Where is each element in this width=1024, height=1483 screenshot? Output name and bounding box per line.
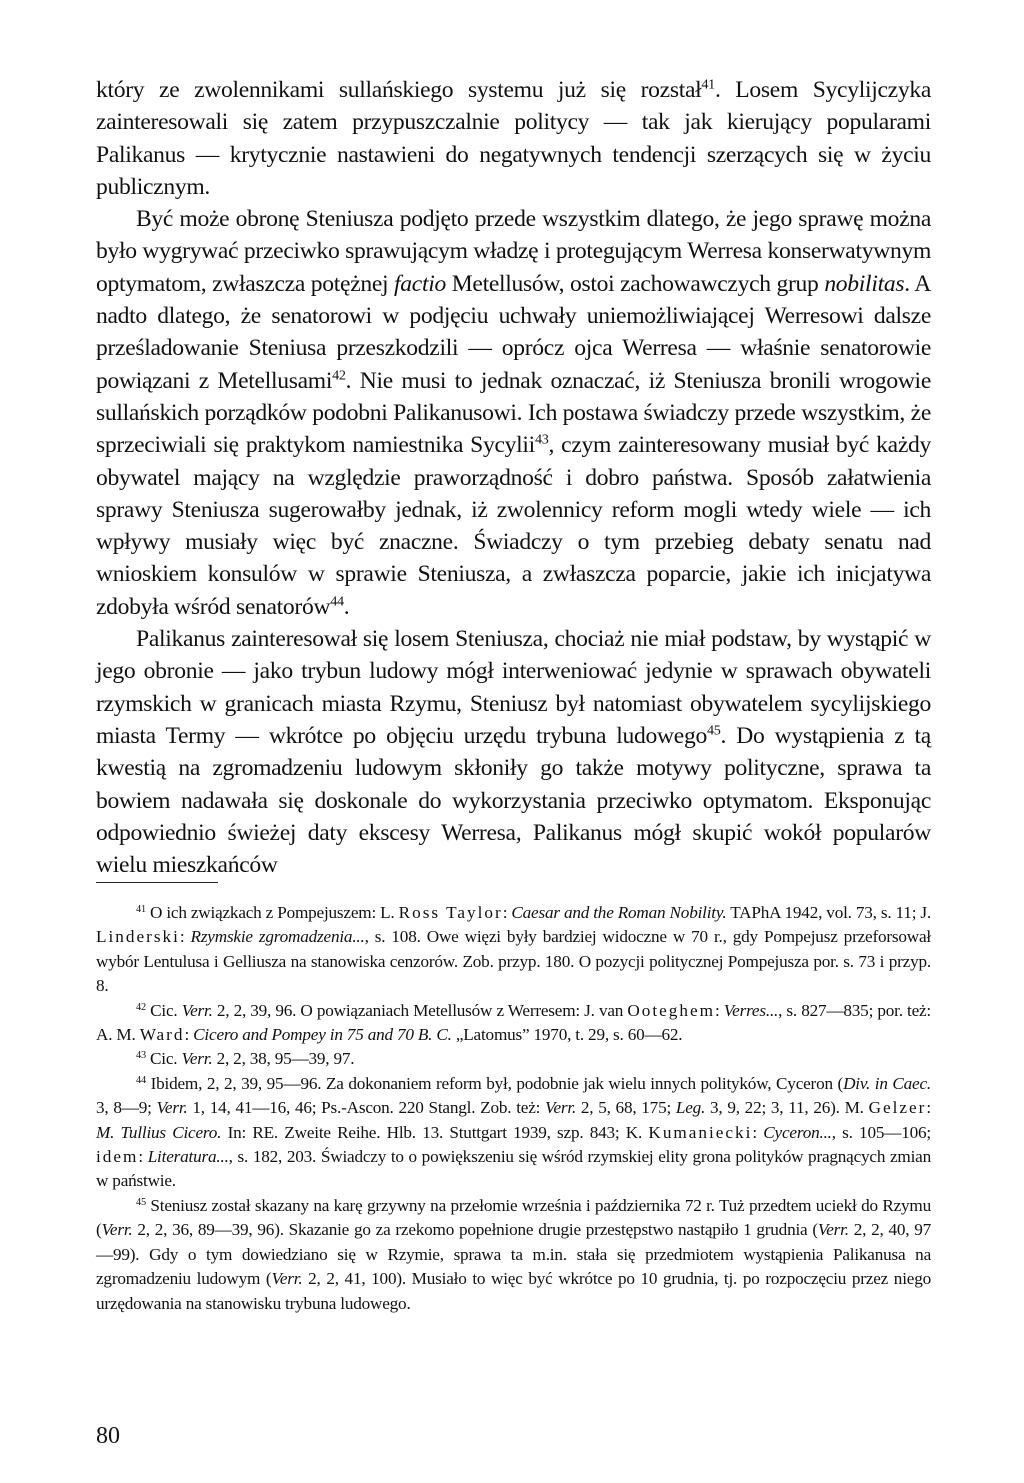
text-run: , s. 108. Owe więzi były bardziej widoczne w 70 r., gdy Pompejusz przeforsował wybór Lentulusa i Gelliusza na stanowiska cenzorów. Zob. przyp. 180. O pozycji politycznej Pompejusza por. s. 73 i przyp. 8. (96, 927, 931, 996)
work-title: Cyceron... (763, 1122, 832, 1142)
work-title: Verr. (156, 1098, 188, 1118)
text-run: „Latomus” 1970, t. 29, s. 60—62. (451, 1025, 683, 1045)
text-run: Ibidem, 2, 2, 39, 95—96. Za dokonaniem reform był, podobnie jak wielu innych polityków, Cyceron ( (145, 1073, 844, 1093)
work-title: Verr. (101, 1220, 133, 1240)
main-text (96, 74, 931, 881)
text-run: 2, 2, 38, 95—39, 97. (212, 1049, 355, 1069)
text-run: Cic. (145, 1000, 182, 1020)
author-name: Linderski (96, 927, 180, 947)
text-run: In: RE. Zweite Reihe. Hlb. 13. Stuttgart 1939, szp. 843; K. (221, 1122, 649, 1142)
text-run: 3, 8—9; (96, 1098, 157, 1118)
text-run: 2, 2, 41, 100). Musiało to więc być wkrótce po 10 grudnia, tj. po rozpoczęciu przez niego urzędowania na stanowisku trybuna ludowego. (96, 1269, 931, 1313)
footnote-ref[interactable]: 45 (706, 722, 721, 739)
work-title: M. Tullius Cicero. (96, 1122, 222, 1142)
text-run: Metellusów, ostoi zachowawczych grup (445, 270, 825, 297)
text-run: , s. 827—835; por. też: A. M. (96, 1000, 931, 1045)
paragraph-2 (96, 203, 931, 623)
italic-term: nobilitas (824, 270, 905, 297)
text-run: . Do wystąpienia z tą kwestią na zgromadzeniu ludowym skłoniły go także motywy polityczne, sprawa ta bowiem nadawała się doskonale do wykorzystania przeciwko optymatom. Eksponując odpowiednio świeżej daty ekscesy Werresa, Palikanus mógł skupić wokół popularów wielu mieszkańców (96, 722, 931, 879)
text-run: Steniusz został skazany na karę grzywny na przełomie września i października 72 r. Tuż przedtem uciekł do Rzymu ( (96, 1195, 931, 1240)
text-run: 2, 5, 68, 175; (576, 1098, 676, 1118)
author-name: Kumaniecki (648, 1122, 753, 1142)
footnote-44 (96, 1072, 931, 1194)
author-name: Ooteghem (627, 1000, 715, 1020)
text-run: : (926, 1098, 931, 1118)
work-title: Verr. (817, 1220, 849, 1240)
footnote-ref[interactable]: 41 (701, 76, 715, 93)
text-run: : (752, 1122, 764, 1142)
footnote-separator (96, 882, 218, 883)
work-title: Verr. (181, 1000, 213, 1020)
work-title: Literatura... (147, 1147, 229, 1167)
footnote-45 (96, 1194, 931, 1316)
italic-term: factio (394, 270, 446, 297)
work-title: Div. in Caec. (843, 1073, 931, 1093)
footnote-41 (96, 901, 931, 999)
author-name: Ross Taylor (398, 903, 503, 922)
footnote-number: 43 (136, 1050, 146, 1062)
text-run: . A nadto dlatego, że senatorowi w podjęciu uchwały uniemożliwiającej Werresowi dalsze prześladowanie Steniusa przeszkodzili — oprócz ojca Werresa — właśnie senatorowie powiązani z Metellusami (96, 270, 931, 394)
work-title: Verr. (181, 1049, 213, 1069)
text-run: Cic. (145, 1049, 182, 1069)
footnotes (96, 901, 931, 1316)
author-name: idem (96, 1147, 139, 1167)
work-title: Rzymskie zgromadzenia... (190, 927, 365, 947)
paragraph-3 (96, 623, 931, 881)
text-run: Palikanus zainteresował się losem Steniusza, chociaż nie miał podstaw, by wystąpić w jego obronie — jako trybun ludowy mógł interweniować jedynie w sprawach obywateli rzymskich w granicach miasta Rzymu, Steniusz był natomiast obywatelem sycylijskiego miasta Termy — wkrótce po objęciu urzędu trybuna ludowego (96, 626, 931, 749)
text-run: : (502, 903, 512, 922)
footnote-number: 41 (136, 903, 146, 915)
text-run: . Losem Sycylijczyka zainteresowali się zatem przypuszczalnie politycy — tak jak kierujący popularami Palikanus — krytycznie nastawieni do negatywnych tendencji szerzących się w życiu publicznym. (96, 77, 931, 200)
work-title: Cicero and Pompey in 75 and 70 B. C. (193, 1025, 452, 1045)
text-run: 3, 9, 22; 3, 11, 26). M. (705, 1098, 869, 1118)
text-run: : (138, 1147, 148, 1167)
text-run: który ze zwolennikami sullańskiego systemu już się rozstał (96, 77, 702, 103)
paragraph-1 (96, 74, 931, 203)
work-title: Verres... (723, 1000, 779, 1020)
footnote-number: 45 (136, 1196, 146, 1208)
footnote-number: 44 (136, 1074, 146, 1086)
footnote-ref[interactable]: 43 (534, 431, 549, 448)
text-run: O ich związkach z Pompejuszem: L. (145, 903, 399, 922)
text-run: : (179, 927, 191, 947)
text-run: 1, 14, 41—16, 46; Ps.-Ascon. 220 Stangl. Zob. też: (187, 1098, 546, 1118)
footnote-ref[interactable]: 42 (332, 367, 346, 384)
footnote-ref[interactable]: 44 (330, 593, 344, 610)
work-title: Caesar and the Roman Nobility. (511, 903, 727, 922)
text-run: : (714, 1000, 724, 1020)
text-run: , s. 182, 203. Świadczy to o powiększeniu się wśród rzymskiej elity grona polityków pragnących zmian w państwie. (96, 1147, 931, 1191)
work-title: Verr. (545, 1098, 577, 1118)
text-run: 2, 2, 40, 97—99). Gdy o tym dowiedziano się w Rzymie, sprawa ta m.in. stała się przedmiotem wystąpienia Palikanusa na zgromadzeniu ludowym ( (96, 1220, 931, 1289)
text-run: , czym zainteresowany musiał być każdy obywatel mający na względzie praworządność i dobro państwa. Sposób załatwienia sprawy Steniusza sugerowałby jednak, iż zwolennicy reform mogli wtedy wiele — ich wpływy musiały więc być znaczne. Świadczy o tym przebieg debaty senatu nad wnioskiem konsulów w sprawie Steniusza, a zwłaszcza poparcie, jakie ich inicjatywa zdobyła wśród senatorów (96, 432, 931, 620)
footnote-number: 42 (136, 1001, 146, 1013)
text-run: 2, 2, 36, 89—39, 96). Skazanie go za rzekomo popełnione drugie przestępstwo nastąpiło 1 grudnia ( (132, 1220, 818, 1240)
author-name: Gelzer (868, 1098, 927, 1118)
text-run: Być może obronę Steniusza podjęto przede wszystkim dlatego, że jego sprawę można było wygrywać przeciwko sprawującym władzę i protegującym Werresa konserwatywnym optymatom, zwłaszcza potężnej (96, 206, 931, 297)
footnote-42 (96, 999, 931, 1048)
text-run: . (343, 593, 350, 620)
text-run: , s. 105—106; (831, 1122, 931, 1142)
author-name: Ward (139, 1025, 185, 1045)
text-run: . Nie musi to jednak oznaczać, iż Steniusza bronili wrogowie sullańskich porządków podobni Palikanusowi. Ich postawa świadczy przede wszystkim, że sprzeciwiali się praktykom namiestnika Sycylii (96, 367, 931, 459)
text-run: TAPhA 1942, vol. 73, s. 11; J. (726, 903, 931, 922)
footnote-43 (96, 1047, 931, 1071)
work-title: Leg. (675, 1098, 706, 1118)
text-run: : (184, 1025, 194, 1045)
page-number: 80 (96, 1423, 120, 1449)
text-run: 2, 2, 39, 96. O powiązaniach Metellusów z Werresem: J. van (212, 1000, 628, 1020)
work-title: Verr. (271, 1269, 303, 1289)
